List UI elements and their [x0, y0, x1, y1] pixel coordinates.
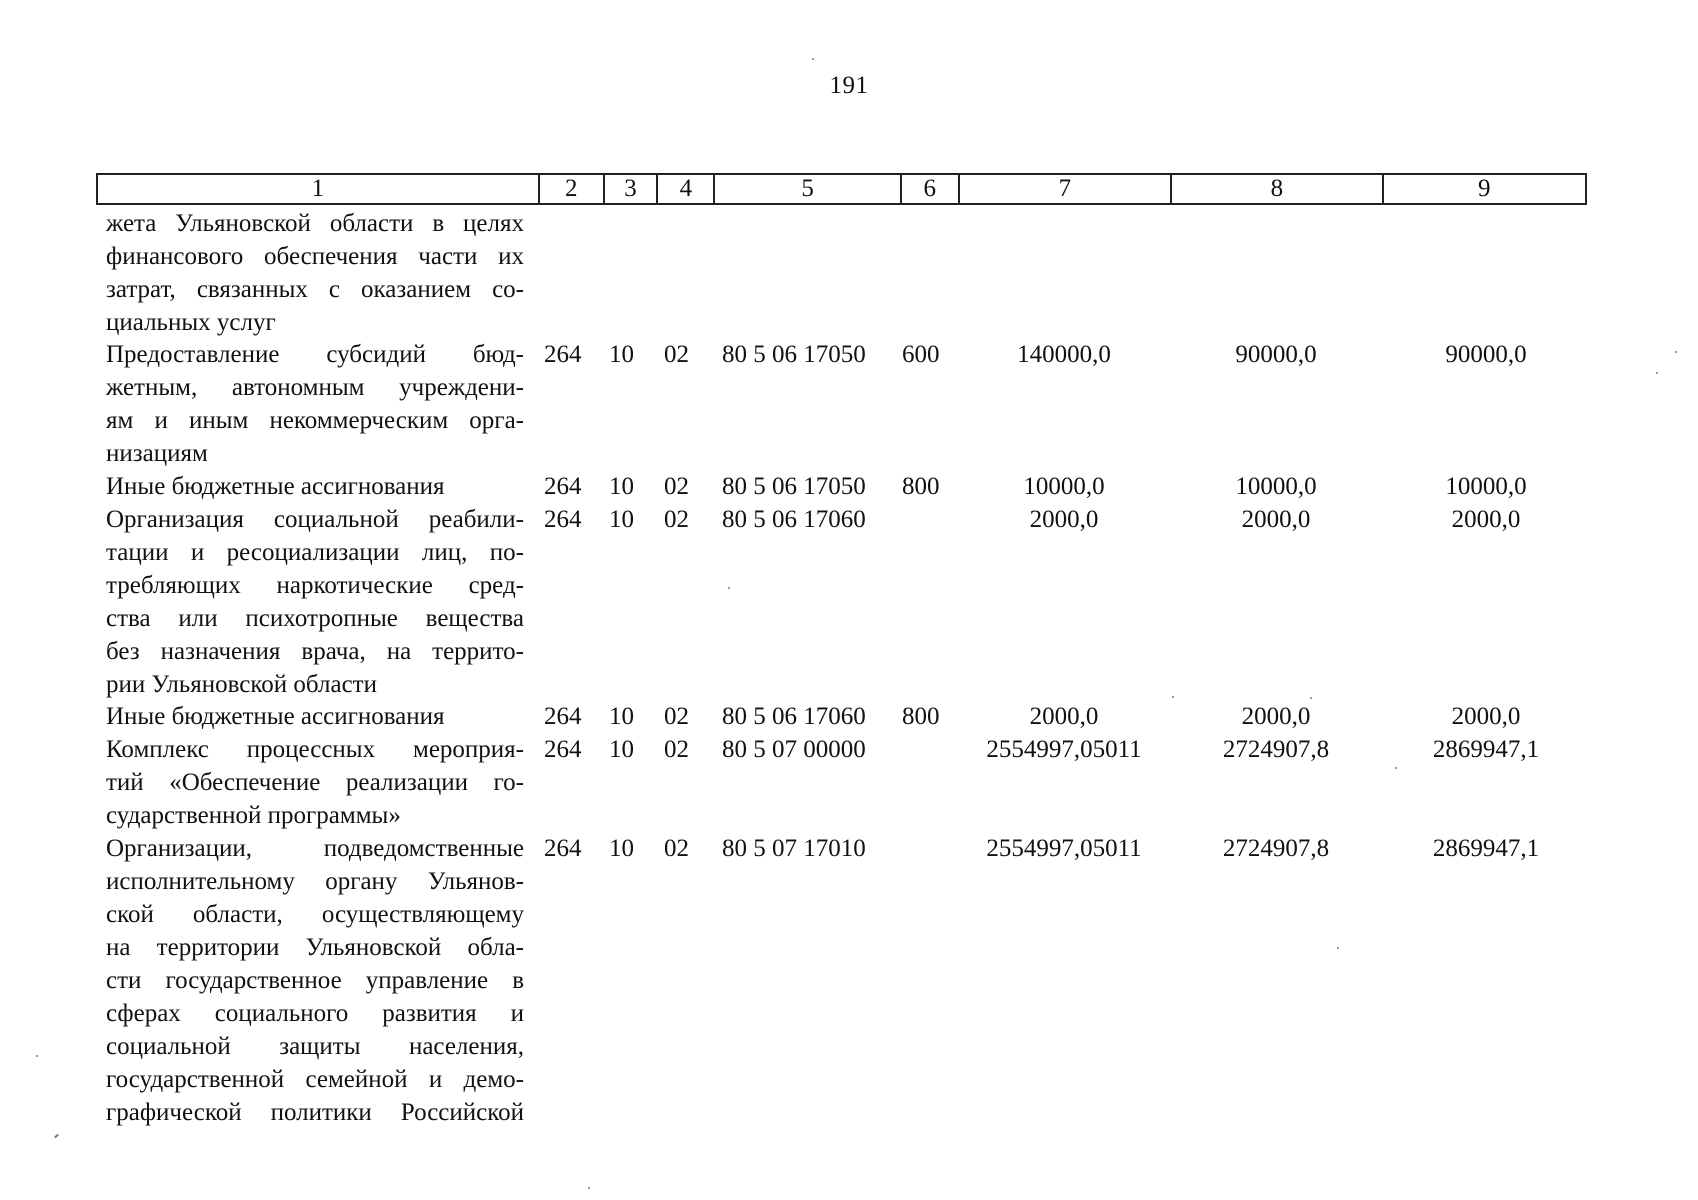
cell-col8: 2724907,8 [1222, 835, 1330, 862]
scan-speck [1675, 351, 1677, 353]
cell-col3: 10 [609, 506, 634, 533]
cell-col3: 10 [609, 703, 634, 730]
column-header-7: 7 [958, 175, 1170, 203]
cell-col2: 264 [544, 506, 582, 533]
cell-col5: 80 5 06 17060 [722, 703, 866, 730]
page-number: 191 [829, 72, 869, 99]
description-line: государственной семейной и демо- [106, 1066, 524, 1093]
description-line: исполнительному органу Ульянов- [106, 868, 524, 895]
scan-speck [1395, 767, 1397, 769]
cell-col5: 80 5 07 17010 [722, 835, 866, 862]
cell-col5: 80 5 06 17050 [722, 341, 866, 368]
cell-col4: 02 [664, 736, 689, 763]
cell-col5: 80 5 06 17060 [722, 506, 866, 533]
cell-col6: 800 [902, 703, 940, 730]
description-line: финансового обеспечения части их [106, 243, 524, 270]
cell-col3: 10 [609, 341, 634, 368]
cell-col9: 90000,0 [1445, 341, 1527, 368]
cell-col2: 264 [544, 835, 582, 862]
row-description [106, 832, 524, 1129]
description-line: Иные бюджетные ассигнования [106, 473, 445, 500]
description-line: сударственной программы» [106, 802, 401, 829]
table-header [96, 173, 1587, 205]
description-line: Организация социальной реабили- [106, 506, 524, 533]
description-line: Комплекс процессных мероприя- [106, 736, 524, 763]
cell-col3: 10 [609, 473, 634, 500]
column-header-5: 5 [713, 175, 900, 203]
row-description [106, 503, 524, 701]
cell-col2: 264 [544, 736, 582, 763]
description-line: требляющих наркотические сред- [106, 572, 524, 599]
description-line: сферах социального развития и [106, 1000, 524, 1027]
description-line: социальной защиты населения, [106, 1033, 524, 1060]
cell-col9: 2000,0 [1451, 506, 1521, 533]
description-line: сти государственное управление в [106, 967, 524, 994]
scan-speck [1172, 696, 1174, 698]
description-line: циальных услуг [106, 309, 276, 336]
cell-col4: 02 [664, 473, 689, 500]
cell-col2: 264 [544, 341, 582, 368]
column-header-2: 2 [538, 175, 603, 203]
column-header-6: 6 [900, 175, 958, 203]
cell-col3: 10 [609, 835, 634, 862]
cell-col7: 10000,0 [1023, 473, 1105, 500]
cell-col2: 264 [544, 703, 582, 730]
cell-col8: 90000,0 [1235, 341, 1317, 368]
description-line: Иные бюджетные ассигнования [106, 703, 445, 730]
cell-col9: 2869947,1 [1432, 835, 1540, 862]
scan-speck [812, 58, 814, 60]
cell-col6: 800 [902, 473, 940, 500]
cell-col8: 2724907,8 [1222, 736, 1330, 763]
cell-col7: 2554997,05011 [986, 736, 1142, 763]
description-line: затрат, связанных с оказанием со- [106, 276, 524, 303]
column-header-9: 9 [1382, 175, 1585, 203]
column-header-1: 1 [311, 175, 325, 202]
cell-col7: 2554997,05011 [986, 835, 1142, 862]
description-line: Предоставление субсидий бюд- [106, 341, 524, 368]
cell-col9: 2869947,1 [1432, 736, 1540, 763]
cell-col4: 02 [664, 835, 689, 862]
cell-col8: 2000,0 [1241, 506, 1311, 533]
scan-speck [1656, 372, 1658, 374]
description-line: ской области, осуществляющему [106, 901, 524, 928]
column-header-4: 4 [656, 175, 713, 203]
cell-col5: 80 5 06 17050 [722, 473, 866, 500]
cell-col4: 02 [664, 506, 689, 533]
description-line: графической политики Российской [106, 1099, 524, 1126]
description-line: на территории Ульяновской обла- [106, 934, 524, 961]
description-line: жета Ульяновской области в целях [106, 210, 524, 237]
description-line: без назначения врача, на террито- [106, 638, 524, 665]
description-line: ям и иным некоммерческим орга- [106, 407, 524, 434]
cell-col8: 2000,0 [1241, 703, 1311, 730]
cell-col4: 02 [664, 703, 689, 730]
row-description [106, 207, 524, 339]
scan-speck [588, 1187, 590, 1189]
description-line: ства или психотропные вещества [106, 605, 524, 632]
cell-col9: 10000,0 [1445, 473, 1527, 500]
column-header-3: 3 [603, 175, 657, 203]
description-line: тации и ресоциализации лиц, по- [106, 539, 524, 566]
scan-speck [1337, 947, 1339, 949]
cell-col3: 10 [609, 736, 634, 763]
row-description [106, 470, 524, 503]
row-description [106, 338, 524, 470]
scan-speck [728, 587, 730, 589]
row-description [106, 733, 524, 832]
cell-col6: 600 [902, 341, 940, 368]
cell-col5: 80 5 07 00000 [722, 736, 866, 763]
scan-speck [1310, 697, 1312, 699]
cell-col4: 02 [664, 341, 689, 368]
description-line: жетным, автономным учреждени- [106, 374, 524, 401]
cell-col7: 2000,0 [1029, 506, 1099, 533]
description-line: рии Ульяновской области [106, 671, 377, 698]
cell-col8: 10000,0 [1235, 473, 1317, 500]
cell-col7: 140000,0 [1017, 341, 1111, 368]
cell-col7: 2000,0 [1029, 703, 1099, 730]
row-description [106, 700, 524, 733]
description-line: тий «Обеспечение реализации го- [106, 769, 524, 796]
description-line: низациям [106, 440, 208, 467]
scan-speck [36, 1055, 38, 1057]
cell-col2: 264 [544, 473, 582, 500]
description-line: Организации, подведомственные [106, 835, 524, 862]
scan-speck [54, 1134, 59, 1139]
cell-col9: 2000,0 [1451, 703, 1521, 730]
column-header-8: 8 [1170, 175, 1381, 203]
